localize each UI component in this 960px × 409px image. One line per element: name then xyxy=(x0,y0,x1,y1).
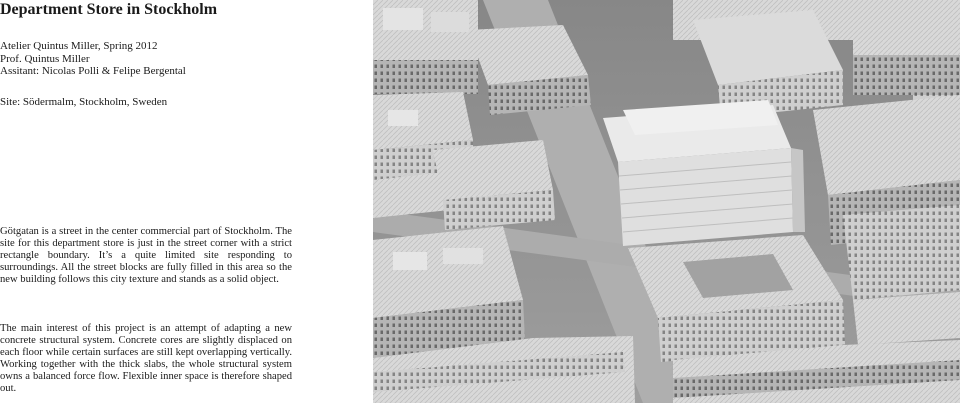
studio-line: Atelier Quintus Miller, Spring 2012 xyxy=(0,40,158,52)
page-title: Department Store in Stockholm xyxy=(0,1,218,18)
description-paragraph-2: The main interest of this project is an attempt of adapting a new concrete structural system. Concrete cores are slightly displaced on each floor while certain surfaces are still kept overlapping vertically. Working together with the thick slabs, the whole structural system owns a balanced force flow. Flexible inner space is therefore shaped out. xyxy=(0,323,292,395)
assistant-line: Assitant: Nicolas Polli & Felipe Bergental xyxy=(0,65,186,77)
professor-line: Prof. Quintus Miller xyxy=(0,52,90,65)
model-photo xyxy=(373,0,960,403)
city-model-illustration xyxy=(373,0,960,403)
text-column xyxy=(0,0,300,409)
site-line: Site: Södermalm, Stockholm, Sweden xyxy=(0,96,168,108)
project-credits xyxy=(0,40,186,78)
description-paragraph-1: Götgatan is a street in the center commercial part of Stockholm. The site for this department store is just in the street corner with a strict rectangle boundary. It’s a quite limited site responding to surroundings. All the street blocks are fully filled in this area so the new building follows this city texture and stands as a solid object. xyxy=(0,226,292,286)
